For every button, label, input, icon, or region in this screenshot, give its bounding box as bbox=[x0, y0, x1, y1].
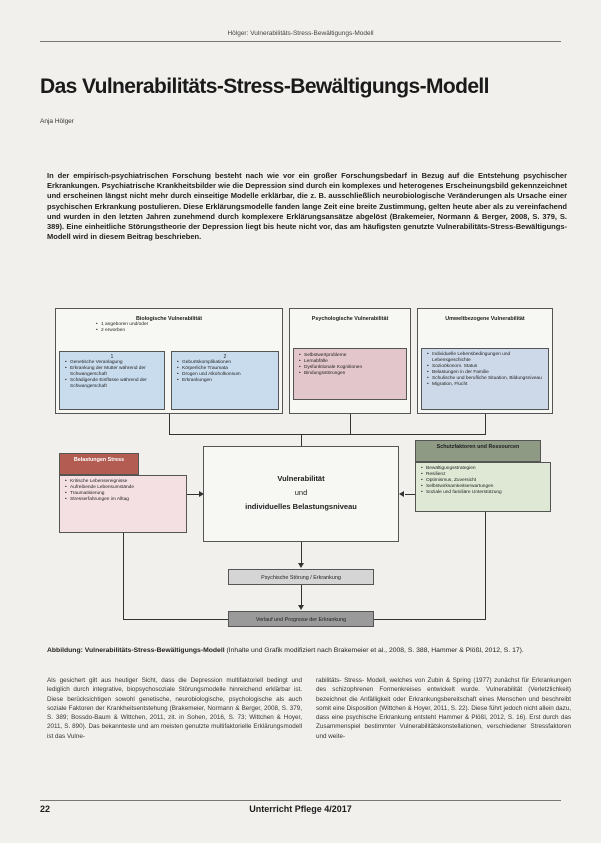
connector-line bbox=[301, 434, 302, 446]
stress-item: • Kritische Lebensereignisse bbox=[65, 479, 186, 485]
caption-title: Abbildung: Vulnerabilitäts-Stress-Bewältigungs-Modell bbox=[47, 647, 225, 654]
bio-acquired-item: • Geburtskomplikationen bbox=[177, 360, 278, 366]
journal-name: Unterricht Pflege 4/2017 bbox=[249, 804, 352, 814]
protective-item: • Selbstwirksamkeitserwartungen bbox=[421, 484, 550, 490]
stress-items-box bbox=[59, 475, 187, 533]
feedback-line bbox=[123, 533, 124, 619]
body-column-right: rabilitäts- Stress- Modell, welches von Zubin & Spring (1977) zunächst für Erkrankungen des schizophrenen Formenkreises entwickelt wurde. Vulnerabilität (Verletzlichkeit) bezeichnet die Anfälligkeit oder Erkrankungsbereitschaft eines Menschen und beschreibt somit eine Disposition (Wittchen & Hoyer, 2011, S. 22). Diese führt jedoch nicht allein dazu, dass eine psychische Erkrankung entsteht Hammer & Plößl, 2012, S. 16). Erst durch das Zusammenspiel bestimmter Vulnerabilitätskonstellationen, verschiedener Stressfaktoren und weite- bbox=[316, 677, 571, 740]
intro-paragraph: In der empirisch-psychiatrischen Forschung besteht nach wie vor ein großer Forschungsbedarf in Bezug auf die Entstehung psychischer Erkrankungen. Psychiatrische Krankheitsbilder wie die Depression sind durch ein komplexes und heterogenes Erscheinungsbild gekennzeichnet und erscheinen längst nicht mehr durch einseitige Modelle erklärbar, die z. B. ausschließlich neurobiologische Veränderungen als Ursache einer psychischen Erkrankung postulieren. Diese Erklärungsmodelle fanden lange Zeit eine breite Zustimmung, gelten heute aber als zu vereinfachend und wurden in den letzten Jahren zunehmend durch komplexere Erklärungsansätze abgelöst (Brakemeier, Normann & Berger, 2008, S. 379, S. 389). Eine einheitliche Störungstheorie der Depression liegt bis heute nicht vor, das am häufigsten genutzte Vulnerabilitäts-Stress-Bewältigungs-Modell wird in diesem Beitrag beschrieben. bbox=[47, 171, 567, 242]
bio-acquired-box bbox=[171, 351, 279, 410]
protective-item: • Bewältigungsstrategien bbox=[421, 466, 550, 472]
umw-item: • Sozioökonom. Status bbox=[427, 364, 548, 370]
connector-line bbox=[485, 414, 486, 434]
connector-line bbox=[169, 434, 486, 435]
bio-innate-item: • Genetische Veranlagung bbox=[65, 360, 164, 366]
bio-acquired-item: • Körperliche Traumata bbox=[177, 366, 278, 372]
article-title: Das Vulnerabilitäts-Stress-Bewältigungs-Modell bbox=[40, 75, 489, 98]
psychological-vulnerability-title: Psychologische Vulnerabilität bbox=[311, 316, 389, 322]
page-number: 22 bbox=[40, 804, 51, 814]
running-head: Hölger: Vulnerabilitäts-Stress-Bewältigungs-Modell bbox=[40, 30, 561, 42]
course-prognosis-label: Verlauf und Prognose der Erkrankung bbox=[255, 617, 347, 623]
bio-acquired-item: • Erkrankungen bbox=[177, 378, 278, 384]
protective-item: • Optimismus, Zuversicht bbox=[421, 478, 550, 484]
protective-arrow-line bbox=[405, 494, 415, 495]
arrow-down-icon bbox=[298, 605, 304, 610]
body-column-left: Als gesichert gilt aus heutiger Sicht, dass die Depression multifaktoriell bedingt und lediglich durch integrative, biopsychosoziale Störungsmodelle hinreichend erklärbar ist. Diese berücksichtigen sowohl genetische, neurobiologische, psychologische als auch soziale Faktoren der Krankheitsentstehung (Brakemeier, Normann & Berger, 2008, S. 379, S. 389; Bossdo-Baum & Wittchen, 2011, zit. in Sohen, 2016, S. 73; Wittchen & Hoyer, 2011, S. 890). Das bekannteste und am meisten genutzte multifaktorielle Erklärungsmodell ist das Vulne- bbox=[47, 677, 302, 740]
umw-item: • Individuelle Lebensbedingungen und Lebensgeschichte bbox=[427, 352, 548, 364]
vulnerability-line-1: Vulnerabilität bbox=[277, 474, 325, 483]
protective-item: • Soziale und familiäre Unterstützung bbox=[421, 490, 550, 496]
down-arrow-line bbox=[301, 542, 302, 564]
feedback-line bbox=[485, 512, 486, 619]
protective-item: • Resilienz bbox=[421, 472, 550, 478]
feedback-line bbox=[374, 619, 486, 620]
stress-item: • Stresserfahrungen im Alltag bbox=[65, 497, 186, 503]
disorder-box bbox=[228, 569, 374, 585]
bio-innate-box bbox=[59, 351, 165, 410]
vulnerability-line-3: individuelles Belastungsniveau bbox=[245, 502, 357, 511]
umw-item: • Schulische und berufliche Situation, Bildungsniveau bbox=[427, 376, 548, 382]
down-arrow-line bbox=[301, 585, 302, 606]
umw-item: • Belastungen in der Familie bbox=[427, 370, 548, 376]
bio-sub-1: • 1 angeboren und/oder bbox=[96, 322, 282, 328]
bio-sub-2: • 2 erworben bbox=[96, 328, 282, 334]
author: Anja Hölger bbox=[40, 118, 74, 125]
arrow-left-icon bbox=[399, 491, 404, 497]
umw-item: • Migration, Flucht bbox=[427, 382, 548, 388]
protective-factors-header bbox=[415, 440, 541, 462]
bio-innate-item: • Schädigende Einflüsse während der Schwangerschaft bbox=[65, 378, 164, 390]
arrow-down-icon bbox=[298, 563, 304, 568]
psy-item: • Dysfunktionale Kognitionen bbox=[299, 365, 406, 371]
biological-vulnerability-title: Biologische Vulnerabilität bbox=[136, 316, 202, 322]
stress-header bbox=[59, 453, 139, 475]
stress-title: Belastungen Stress bbox=[73, 457, 125, 463]
stress-item: • Traumatisierung bbox=[65, 491, 186, 497]
psy-item: • Lernabfälle bbox=[299, 359, 406, 365]
page-footer bbox=[40, 800, 561, 814]
protective-factors-box bbox=[415, 462, 551, 512]
bio-acquired-number: 2 bbox=[223, 354, 227, 360]
bio-innate-item: • Erkrankung der Mutter während der Schwangerschaft bbox=[65, 366, 164, 378]
vulnerability-stress-diagram bbox=[55, 308, 555, 638]
psy-item: • Bindungsstörungen bbox=[299, 371, 406, 377]
bio-acquired-item: • Drogen und Alkoholkonsum bbox=[177, 372, 278, 378]
protective-factors-title: Schutzfaktoren und Ressourcen bbox=[436, 444, 520, 450]
environmental-vulnerability-title: Umweltbezogene Vulnerabilität bbox=[445, 316, 525, 322]
caption-source: (Inhalte und Grafik modifiziert nach Brakemeier et al., 2008, S. 388, Hammer & Plößl, 2012, S. 17). bbox=[224, 647, 524, 654]
connector-line bbox=[350, 414, 351, 434]
environmental-items-box bbox=[421, 348, 549, 410]
psy-item: • Selbstwertprobleme bbox=[299, 353, 406, 359]
stress-item: • Aufreibende Lebensumstände bbox=[65, 485, 186, 491]
vulnerability-line-2: und bbox=[294, 488, 308, 497]
connector-line bbox=[169, 414, 170, 434]
vulnerability-center-box bbox=[203, 446, 399, 542]
psychological-items-box bbox=[293, 348, 407, 400]
figure-caption bbox=[47, 646, 567, 655]
feedback-line bbox=[123, 619, 228, 620]
bio-innate-number: 1 bbox=[110, 354, 114, 360]
course-prognosis-box bbox=[228, 611, 374, 627]
disorder-label: Psychische Störung / Erkrankung bbox=[261, 575, 341, 581]
